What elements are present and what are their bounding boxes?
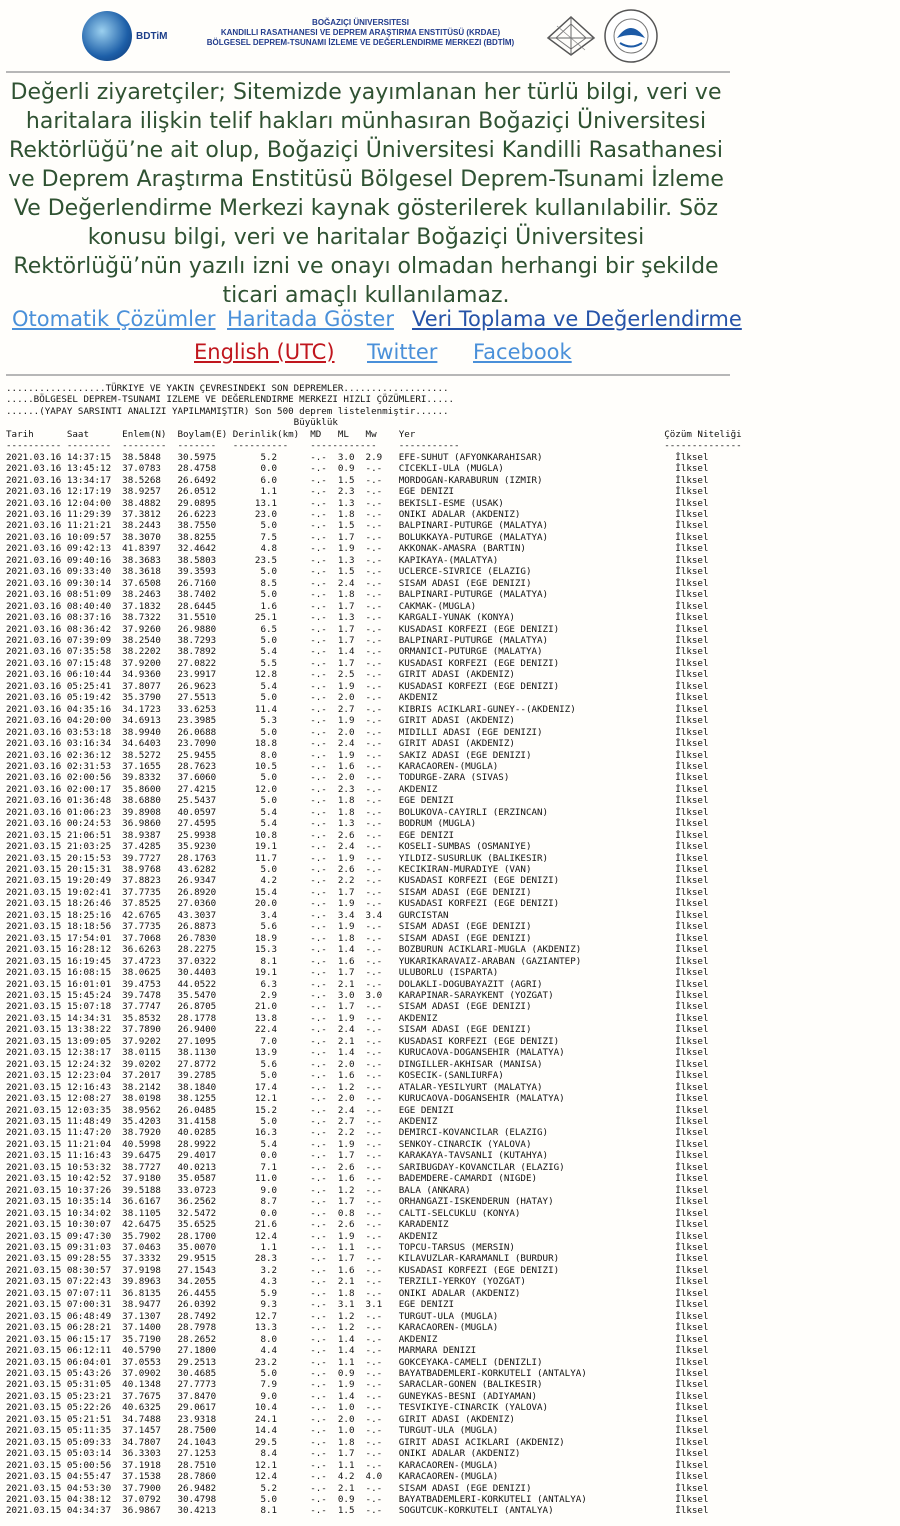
primary-links xyxy=(0,307,742,335)
krdae-logo-icon[interactable] xyxy=(545,14,597,58)
bdtim-logo-icon[interactable] xyxy=(82,11,132,61)
bdtim-logo-label: BDTiM xyxy=(136,31,168,42)
show-on-map-link[interactable]: Haritada Göster xyxy=(227,307,394,331)
secondary-links xyxy=(0,340,730,368)
institution-line-2: KANDILLI RASATHANESI VE DEPREM ARAŞTIRMA ENSTITÜSÜ (KRDAE) xyxy=(220,28,501,37)
twitter-link[interactable]: Twitter xyxy=(367,340,438,364)
institution-line-3: BÖLGESEL DEPREM-TSUNAMI İZLEME VE DEĞERLENDIRME MERKEZI (BDTİM) xyxy=(206,38,515,47)
institution-line-1: BOĞAZIÇI ÜNIVERSITESI xyxy=(312,18,409,27)
bogazici-university-seal-icon[interactable] xyxy=(603,8,659,64)
earthquake-listing: ..................TÜRKIYE VE YAKIN ÇEVRESINDEKI SON DEPREMLER................... .....BÖLGESEL DEPREM-TSUNAMI IZLEME VE DEĞERLENDIRME MERKEZI HIZLI ÇÖZÜMLERI..... ......(YAPAY SARSINTI ANALIZI YAPILMAMIŞTIR) Son 500 deprem listelenmiştir...... Büyüklük Tarih Saat Enlem(N) Boylam(E) Derinlik(km) MD ML Mw Yer Çözüm Niteliği ---------- -------- -------- ------- ---------- ------------ ----------- -------------- 2021.03.16 14:37:15 38.5848 30.5975 5.2 -.- 3.0 2.9 EFE-SUHUT (AFYONKARAHISAR) İlksel 2021.03.16 13:45:12 37.0783 28.4758 0.0 -.- 0.9 -.- CICEKLI-ULA (MUGLA) İlksel 2021.03.16 13:34:17 38.5268 26.6492 6.0 -.- 1.5 -.- MORDOGAN-KARABURUN (IZMIR) İlksel 2021.03.16 12:17:19 38.9257 26.0512 1.1 -.- 2.3 -.- EGE DENIZI İlksel 2021.03.16 12:04:00 38.4882 29.0895 13.1 -.- 1.3 -.- BEKISLI-ESME (USAK) İlksel 2021.03.16 11:29:39 37.3812 26.6223 23.0 -.- 1.8 -.- ONIKI ADALAR (AKDENIZ) İlksel 2021.03.16 11:21:21 38.2443 38.7550 5.0 -.- 1.5 -.- BALPINARI-PUTURGE (MALATYA) İlksel 2021.03.16 10:09:57 38.3070 38.8255 7.5 -.- 1.7 -.- BOLUKKAYA-PUTURGE (MALATYA) İlksel 2021.03.16 09:42:13 41.8397 32.4642 4.8 -.- 1.9 -.- AKKONAK-AMASRA (BARTIN) İlksel 2021.03.16 09:40:16 38.3683 38.5803 23.5 -.- 1.3 -.- KAPIKAYA-(MALATYA) İlksel 2021.03.16 09:33:40 38.3618 39.3593 5.0 -.- 1.5 -.- UCLERCE-SIVRICE (ELAZIG) İlksel 2021.03.16 09:30:14 37.6508 26.7160 8.5 -.- 2.4 -.- SISAM ADASI (EGE DENIZI) İlksel 2021.03.16 08:51:09 38.2463 38.7402 5.0 -.- 1.8 -.- BALPINARI-PUTURGE (MALATYA) İlksel 2021.03.16 08:40:40 37.1832 28.6445 1.6 -.- 1.7 -.- CAKMAK-(MUGLA) İlksel 2021.03.16 08:37:16 38.7322 31.5510 25.1 -.- 1.3 -.- KARGALI-YUNAK (KONYA) İlksel 2021.03.16 08:36:42 37.9260 26.9880 6.5 -.- 1.7 -.- KUSADASI KORFEZI (EGE DENIZI) İlksel 2021.03.16 07:39:09 38.2540 38.7293 5.0 -.- 1.7 -.- BALPINARI-PUTURGE (MALATYA) İlksel 2021.03.16 07:35:58 38.2202 38.7892 5.4 -.- 1.4 -.- ORMANICI-PUTURGE (MALATYA) İlksel 2021.03.16 07:15:48 37.9200 27.0822 5.5 -.- 1.7 -.- KUSADASI KORFEZI (EGE DENIZI) İlksel 2021.03.16 06:10:44 34.9360 23.9917 12.8 -.- 2.5 -.- GIRIT ADASI (AKDENIZ) İlksel 2021.03.16 05:25:41 37.8077 26.9623 5.4 -.- 1.9 -.- KUSADASI KORFEZI (EGE DENIZI) İlksel 2021.03.16 05:19:42 35.3790 27.5513 5.0 -.- 2.0 -.- AKDENIZ İlksel 2021.03.16 04:35:16 34.1723 33.6253 11.4 -.- 2.7 -.- KIBRIS ACIKLARI-GUNEY--(AKDENIZ) İlksel 2021.03.16 04:20:00 34.6913 23.3985 5.3 -.- 1.9 -.- GIRIT ADASI (AKDENIZ) İlksel 2021.03.16 03:53:18 38.9940 26.0688 5.0 -.- 2.0 -.- MIDILLI ADASI (EGE DENIZI) İlksel 2021.03.16 03:16:34 34.6403 23.7090 18.8 -.- 2.4 -.- GIRIT ADASI (AKDENIZ) İlksel 2021.03.16 02:36:12 38.5272 25.9455 8.0 -.- 1.9 -.- SAKIZ ADASI (EGE DENIZI) İlksel 2021.03.16 02:31:53 37.1655 28.7623 10.5 -.- 1.6 -.- KARACAOREN-(MUGLA) İlksel 2021.03.16 02:00:56 39.8332 37.6060 5.0 -.- 2.0 -.- TODURGE-ZARA (SIVAS) İlksel 2021.03.16 02:00:17 35.8600 27.4215 12.0 -.- 2.3 -.- AKDENIZ İlksel 2021.03.16 01:36:48 38.6880 25.5437 5.0 -.- 1.8 -.- EGE DENIZI İlksel 2021.03.16 01:06:23 39.8908 40.0597 5.4 -.- 1.8 -.- BOLUKOVA-CAYIRLI (ERZINCAN) İlksel 2021.03.16 00:24:53 36.9860 27.4595 5.4 -.- 1.3 -.- BODRUM (MUGLA) İlksel 2021.03.15 21:06:51 38.9387 25.9938 10.8 -.- 2.6 -.- EGE DENIZI İlksel 2021.03.15 21:03:25 37.4285 35.9230 19.1 -.- 2.4 -.- KOSELI-SUMBAS (OSMANIYE) İlksel 2021.03.15 20:15:53 39.7727 28.1763 11.7 -.- 1.9 -.- YILDIZ-SUSURLUK (BALIKESIR) İlksel 2021.03.15 20:15:31 38.9768 43.6282 5.0 -.- 2.6 -.- KECIKIRAN-MURADIYE (VAN) İlksel 2021.03.15 19:20:49 37.8823 26.9347 4.2 -.- 2.2 -.- KUSADASI KORFEZI (EGE DENIZI) İlksel 2021.03.15 19:02:41 37.7735 26.8920 15.4 -.- 1.7 -.- SISAM ADASI (EGE DENIZI) İlksel 2021.03.15 18:26:46 37.8525 27.0360 20.0 -.- 1.9 -.- KUSADASI KORFEZI (EGE DENIZI) İlksel 2021.03.15 18:25:16 42.6765 43.3037 3.4 -.- 3.4 3.4 GURCISTAN İlksel 2021.03.15 18:18:56 37.7735 26.8873 5.6 -.- 1.9 -.- SISAM ADASI (EGE DENIZI) İlksel 2021.03.15 17:54:01 37.7068 26.7830 18.9 -.- 1.8 -.- SISAM ADASI (EGE DENIZI) İlksel 2021.03.15 16:28:12 36.6263 28.2275 15.3 -.- 1.4 -.- BOZBURUN ACIKLARI-MUGLA (AKDENIZ) İlksel 2021.03.15 16:19:45 37.4723 37.0322 8.1 -.- 1.6 -.- YUKARIKARAVAIZ-ARABAN (GAZIANTEP) İlksel 2021.03.15 16:08:15 38.0625 30.4403 19.1 -.- 1.7 -.- ULUBORLU (ISPARTA) İlksel 2021.03.15 16:01:01 39.4753 44.0522 6.3 -.- 2.1 -.- DOLAKLI-DOGUBAYAZIT (AGRI) İlksel 2021.03.15 15:45:24 39.7478 35.5470 2.9 -.- 3.0 3.0 KARAPINAR-SARAYKENT (YOZGAT) İlksel 2021.03.15 15:07:18 37.7747 26.8705 21.0 -.- 1.7 -.- SISAM ADASI (EGE DENIZI) İlksel 2021.03.15 14:34:31 35.8532 28.1778 13.8 -.- 1.9 -.- AKDENIZ İlksel 2021.03.15 13:38:22 37.7890 26.9400 22.4 -.- 2.4 -.- SISAM ADASI (EGE DENIZI) İlksel 2021.03.15 13:09:05 37.9202 27.1095 7.0 -.- 2.1 -.- KUSADASI KORFEZI (EGE DENIZI) İlksel 2021.03.15 12:38:17 38.0115 38.1130 13.9 -.- 1.4 -.- KURUCAOVA-DOGANSEHIR (MALATYA) İlksel 2021.03.15 12:24:32 39.0202 27.8772 5.6 -.- 2.0 -.- DINGILLER-AKHISAR (MANISA) İlksel 2021.03.15 12:23:04 37.2017 39.2785 5.0 -.- 1.6 -.- KOSECIK-(SANLIURFA) İlksel 2021.03.15 12:16:43 38.2142 38.1840 17.4 -.- 1.2 -.- ATALAR-YESILYURT (MALATYA) İlksel 2021.03.15 12:08:27 38.0198 38.1255 12.1 -.- 2.0 -.- KURUCAOVA-DOGANSEHIR (MALATYA) İlksel 2021.03.15 12:03:35 38.9562 26.0485 15.2 -.- 2.4 -.- EGE DENIZI İlksel 2021.03.15 11:48:49 35.4203 31.4158 5.0 -.- 2.7 -.- AKDENIZ İlksel 2021.03.15 11:47:20 38.7920 40.0285 16.3 -.- 2.2 -.- DEMIRCI-KOVANCILAR (ELAZIG) İlksel 2021.03.15 11:21:04 40.5998 28.9922 5.4 -.- 1.9 -.- SENKOY-CINARCIK (YALOVA) İlksel 2021.03.15 11:16:43 39.6475 29.4017 0.0 -.- 1.7 -.- KARAKAYA-TAVSANLI (KUTAHYA) İlksel 2021.03.15 10:53:32 38.7727 40.0213 7.1 -.- 2.6 -.- SARIBUGDAY-KOVANCILAR (ELAZIG) İlksel 2021.03.15 10:42:52 37.9180 35.0587 11.0 -.- 1.6 -.- BADEMDERE-CAMARDI (NIGDE) İlksel 2021.03.15 10:37:26 39.5188 33.0723 9.0 -.- 1.2 -.- BALA (ANKARA) İlksel 2021.03.15 10:35:14 36.6167 36.2562 8.7 -.- 1.7 -.- ORHANGAZI-ISKENDERUN (HATAY) İlksel 2021.03.15 10:34:02 38.1105 32.5472 0.0 -.- 0.8 -.- CALTI-SELCUKLU (KONYA) İlksel 2021.03.15 10:30:07 42.6475 35.6525 21.6 -.- 2.6 -.- KARADENIZ İlksel 2021.03.15 09:47:30 35.7902 28.1700 12.4 -.- 1.9 -.- AKDENIZ İlksel 2021.03.15 09:31:03 37.0463 35.0070 1.1 -.- 1.1 -.- TOPCU-TARSUS (MERSIN) İlksel 2021.03.15 09:28:55 37.3332 29.9515 28.3 -.- 1.7 -.- KILAVUZLAR-KARAMANLI (BURDUR) İlksel 2021.03.15 08:30:57 37.9198 27.1543 3.2 -.- 1.6 -.- KUSADASI KORFEZI (EGE DENIZI) İlksel 2021.03.15 07:22:43 39.8963 34.2055 4.3 -.- 2.1 -.- TERZILI-YERKOY (YOZGAT) İlksel 2021.03.15 07:07:11 36.8135 26.4455 5.9 -.- 1.8 -.- ONIKI ADALAR (AKDENIZ) İlksel 2021.03.15 07:00:31 38.9477 26.0392 9.3 -.- 3.1 3.1 EGE DENIZI İlksel 2021.03.15 06:48:49 37.1307 28.7492 12.7 -.- 1.2 -.- TURGUT-ULA (MUGLA) İlksel 2021.03.15 06:28:21 37.1400 28.7978 13.3 -.- 1.2 -.- KARACAOREN-(MUGLA) İlksel 2021.03.15 06:15:17 35.7190 28.2652 8.0 -.- 1.4 -.- AKDENIZ İlksel 2021.03.15 06:12:11 40.5790 27.1800 4.4 -.- 1.4 -.- MARMARA DENIZI İlksel 2021.03.15 06:04:01 37.0553 29.2513 23.2 -.- 1.1 -.- GOKCEYAKA-CAMELI (DENIZLI) İlksel 2021.03.15 05:43:26 37.0902 30.4685 5.0 -.- 0.9 -.- BAYATBADEMLERI-KORKUTELI (ANTALYA) İlksel 2021.03.15 05:31:05 40.1348 27.7773 7.9 -.- 1.9 -.- SARACLAR-GONEN (BALIKESIR) İlksel 2021.03.15 05:23:21 37.7675 37.8470 9.0 -.- 1.4 -.- GUNEYKAS-BESNI (ADIYAMAN) İlksel 2021.03.15 05:22:26 40.6325 29.0617 10.4 -.- 1.0 -.- TESVIKIYE-CINARCIK (YALOVA) İlksel 2021.03.15 05:21:51 34.7488 23.9318 24.1 -.- 2.0 -.- GIRIT ADASI (AKDENIZ) İlksel 2021.03.15 05:11:35 37.1457 28.7500 14.4 -.- 1.0 -.- TURGUT-ULA (MUGLA) İlksel 2021.03.15 05:09:33 34.7807 24.1043 29.5 -.- 1.8 -.- GIRIT ADASI ACIKLARI (AKDENIZ) İlksel 2021.03.15 05:03:14 36.3303 27.1253 8.4 -.- 1.7 -.- ONIKI ADALAR (AKDENIZ) İlksel 2021.03.15 05:00:56 37.1918 28.7510 12.1 -.- 1.1 -.- KARACAOREN-(MUGLA) İlksel 2021.03.15 04:55:47 37.1538 28.7860 12.4 -.- 4.2 4.0 KARACAOREN-(MUGLA) İlksel 2021.03.15 04:53:30 37.7900 26.9482 5.2 -.- 2.1 -.- SISAM ADASI (EGE DENIZI) İlksel 2021.03.15 04:38:12 37.0792 30.4798 5.0 -.- 0.9 -.- BAYATBADEMLERI-KORKUTELI (ANTALYA) İlksel 2021.03.15 04:34:37 36.9867 30.4213 8.1 -.- 1.5 -.- SOGUTCUK-KORKUTELI (ANTALYA) İlksel xyxy=(6,383,742,1517)
data-collection-link[interactable]: Veri Toplama ve Değerlendirme xyxy=(412,307,742,331)
english-utc-link[interactable]: English (UTC) xyxy=(194,340,335,364)
site-header xyxy=(0,0,730,70)
institution-titles xyxy=(178,18,543,48)
automatic-solutions-link[interactable]: Otomatik Çözümler xyxy=(12,307,216,331)
copyright-notice: Değerli ziyaretçiler; Sitemizde yayımlanan her türlü bilgi, veri ve haritalara ilişkin telif hakları münhasıran Boğaziçi Üniversitesi Rektörlüğü’ne ait olup, Boğaziçi Üniversitesi Kandilli Rasathanesi ve Deprem Araştırma Enstitüsü Bölgesel Deprem-Tsunami İzleme Ve Değerlendirme Merkezi kaynak gösterilerek kullanılabilir. Söz konusu bilgi, veri ve haritalar Boğaziçi Üniversitesi Rektörlüğü’nün yazılı izni ve onayı olmadan herhangi bir şekilde ticari amaçlı kullanılamaz. xyxy=(8,80,724,308)
header-divider xyxy=(6,71,730,73)
listing-divider xyxy=(6,374,730,376)
facebook-link[interactable]: Facebook xyxy=(473,340,572,364)
